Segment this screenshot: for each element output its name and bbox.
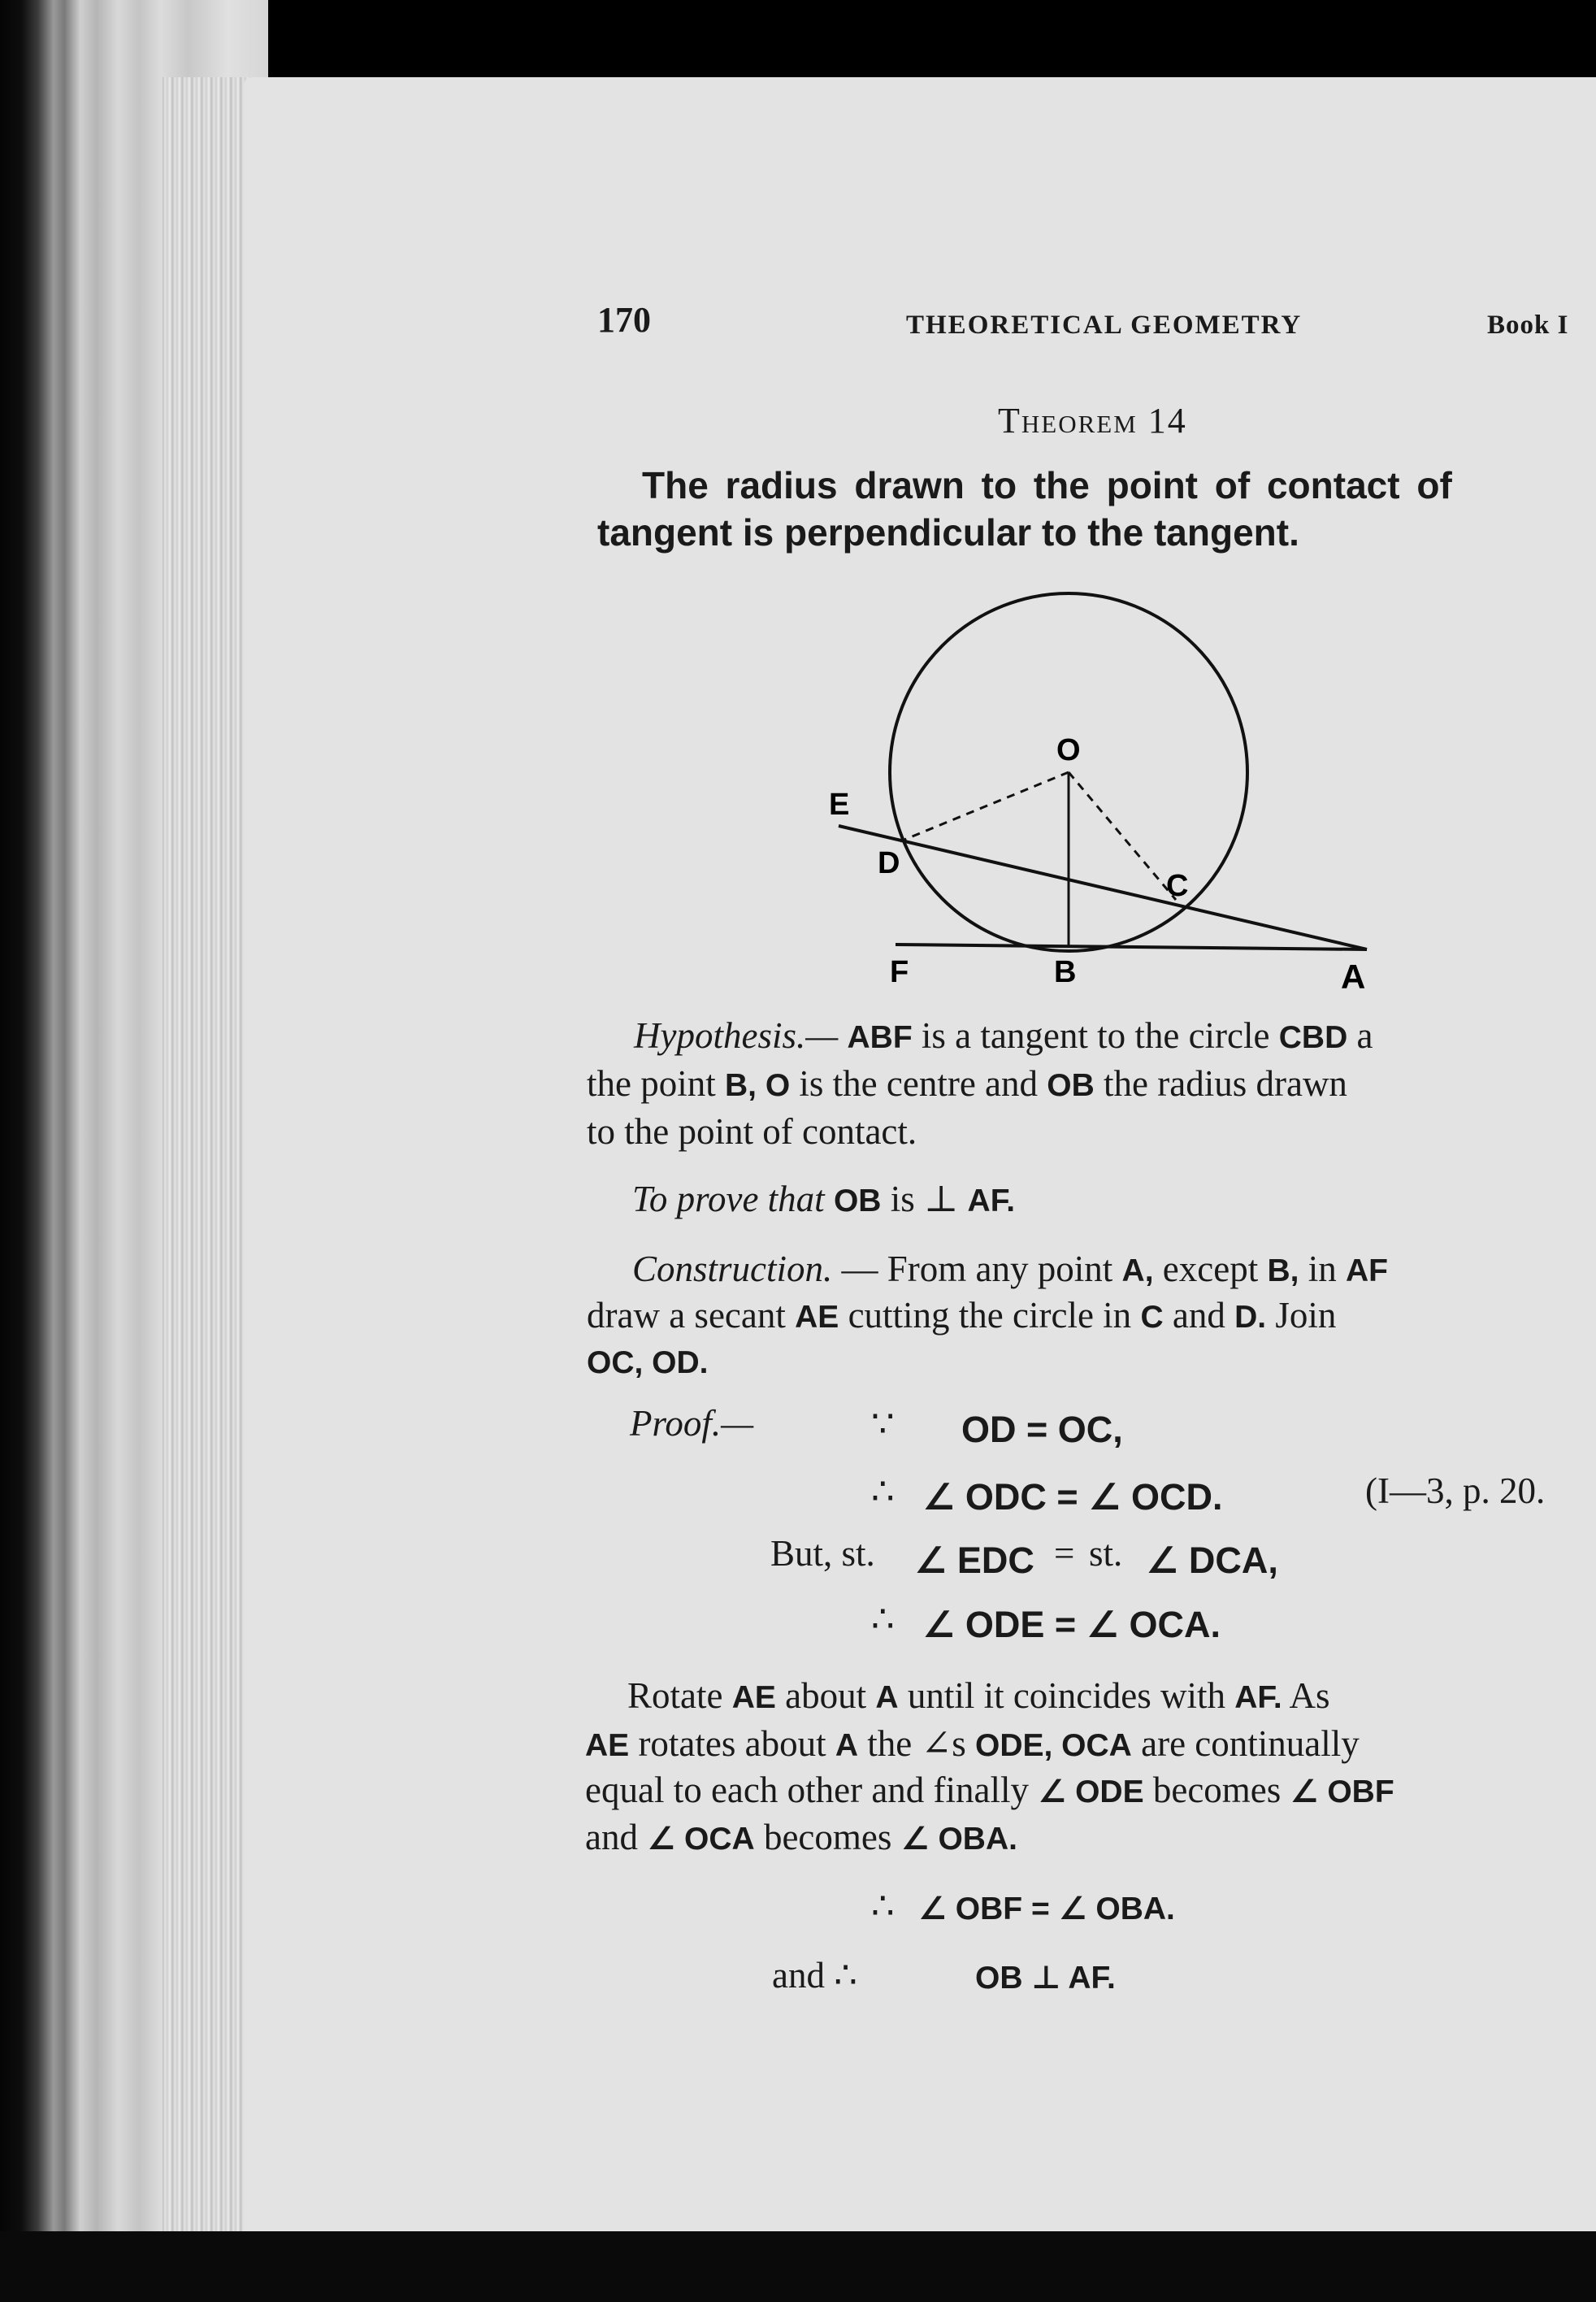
proof-step: ∠ EDC	[914, 1540, 1034, 1581]
proof-equals: =	[1054, 1533, 1075, 1574]
book-label: Book I	[1487, 311, 1569, 340]
hypothesis-line: to the point of contact.	[587, 1111, 917, 1152]
theorem-statement-line: tangent is perpendicular to the tangent.	[597, 511, 1299, 554]
label-e: E	[829, 788, 850, 822]
label-f: F	[890, 955, 909, 989]
therefore-symbol: ∴	[871, 1886, 895, 1926]
therefore-symbol: ∴	[871, 1599, 895, 1640]
rotation-line: and ∠ OCA becomes ∠ OBA.	[585, 1817, 1017, 1857]
running-title: THEORETICAL GEOMETRY	[906, 311, 1303, 340]
proof-reference: (I—3, p. 20.	[1365, 1470, 1546, 1511]
to-prove-label: To prove that	[632, 1179, 825, 1219]
conclusion-and-therefore: and ∴	[772, 1955, 857, 1996]
rotation-line: Rotate AE about A until it coincides with AF. As	[627, 1675, 1330, 1716]
tangent-line-af	[896, 945, 1367, 949]
rotation-line: equal to each other and finally ∠ ODE becomes ∠ OBF	[585, 1770, 1394, 1810]
construction-line: OC, OD.	[587, 1345, 709, 1380]
hypothesis-line: the point B, O is the centre and OB the radius drawn	[587, 1063, 1347, 1104]
to-prove-line: To prove that OB is ⊥ AF.	[632, 1179, 1016, 1219]
proof-label: Proof.—	[630, 1403, 754, 1444]
dashed-od	[900, 772, 1069, 841]
proof-step: OD = OC,	[961, 1409, 1123, 1450]
proof-step: ∠ ODC = ∠ OCD.	[922, 1476, 1223, 1518]
label-o: O	[1056, 733, 1081, 767]
theorem-heading: Theorem 14	[998, 401, 1187, 441]
label-a: A	[1341, 958, 1366, 996]
proof-but: But, st.	[770, 1533, 875, 1574]
rotation-line: AE rotates about A the ∠s ODE, OCA are continually	[585, 1723, 1360, 1764]
label-c: C	[1166, 869, 1189, 903]
dashed-oc	[1069, 772, 1176, 900]
proof-step: ∠ DCA,	[1146, 1540, 1278, 1581]
hypothesis-line: Hypothesis.— ABF is a tangent to the circle CBD a	[634, 1015, 1373, 1056]
construction-line: draw a secant AE cutting the circle in C and D. Join	[587, 1295, 1337, 1336]
proof-st: st.	[1089, 1533, 1123, 1574]
therefore-symbol: ∴	[871, 1471, 895, 1512]
proof-step: ∠ ODE = ∠ OCA.	[922, 1604, 1221, 1645]
geometry-figure	[780, 561, 1430, 1016]
construction-label: Construction.	[632, 1249, 833, 1289]
page-number: 170	[597, 300, 651, 340]
because-symbol: ∵	[871, 1404, 895, 1444]
conclusion-step: OB ⊥ AF.	[975, 1961, 1116, 1996]
hypothesis-label: Hypothesis.—	[634, 1015, 839, 1056]
dark-background-band	[0, 2231, 1596, 2302]
construction-line: Construction. — From any point A, except B, in AF	[632, 1249, 1388, 1289]
label-b: B	[1054, 955, 1077, 989]
secant-line-ae	[839, 826, 1367, 949]
conclusion-step: ∠ OBF = ∠ OBA.	[918, 1892, 1175, 1926]
running-head	[597, 299, 1596, 348]
theorem-statement-line: The radius drawn to the point of contact of	[642, 464, 1452, 506]
label-d: D	[878, 846, 900, 880]
